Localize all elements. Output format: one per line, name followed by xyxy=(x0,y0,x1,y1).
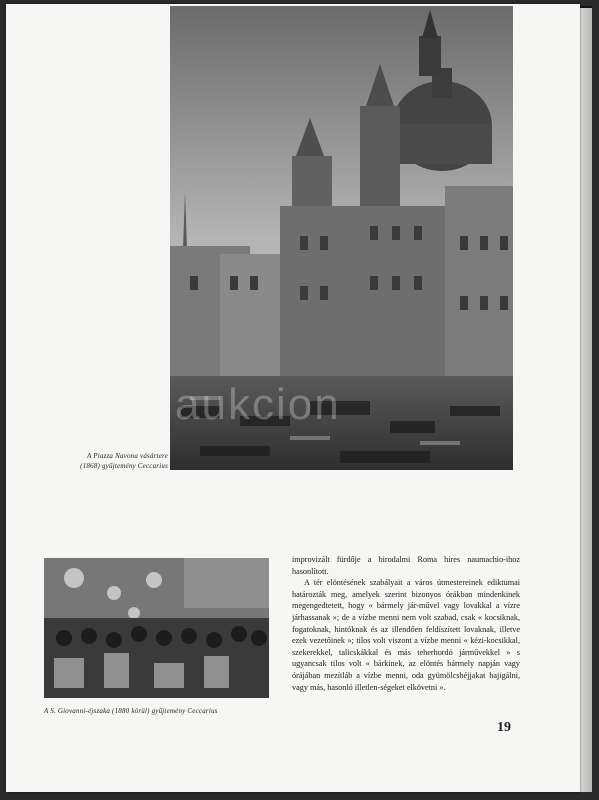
body-paragraph-2: A tér elöntésének szabályait a város útmestereinek ediktumai határozták meg, amelyek szerint bizonyos órákban mindenkinek megengedtetett, hogy « bármely jár-művel vagy lovakkal a vízre járhassanak »; de a vízbe menni nem volt szabad, csak « kocsiknak, fogatoknak, hintóknak és az illendően feldíszített lovaknak, illetve ezek vezetőinek »; tilos volt viszont a vízbe menni « kézi-kocsikkal, szekerekkel, talicskákkal és más teherhordó járművekkel » s ugyancsak tilos volt « bárkinek, az elöntés bármely napján vagy órájában mezítláb a vízbe menni, oda gyümölcshéjjakat hajigálni, vagy más, hasonló illetlen-ségeket elkövetni ». xyxy=(292,578,520,692)
photo-top-caption xyxy=(58,451,168,471)
photo-bottom-caption: A S. Giovanni-éjszaka (1880 körül) gyűjtemény Ceccarius xyxy=(44,707,218,715)
watermark-text: aukcion xyxy=(175,380,341,429)
photo-san-giovanni xyxy=(44,558,269,698)
photo-top-caption-line1: A Piazza Navona vásártere xyxy=(86,452,168,460)
photo-top-caption-line2: (1868) gyűjtemény Ceccarius xyxy=(80,462,168,470)
body-paragraph-1: improvizált fürdője a birodalmi Roma híres naumachio-ihoz hasonlított. xyxy=(292,555,520,576)
body-text xyxy=(292,554,520,693)
page-number: 19 xyxy=(497,720,511,735)
page-edge xyxy=(580,8,592,792)
photo-san-giovanni-drawing xyxy=(44,558,269,698)
